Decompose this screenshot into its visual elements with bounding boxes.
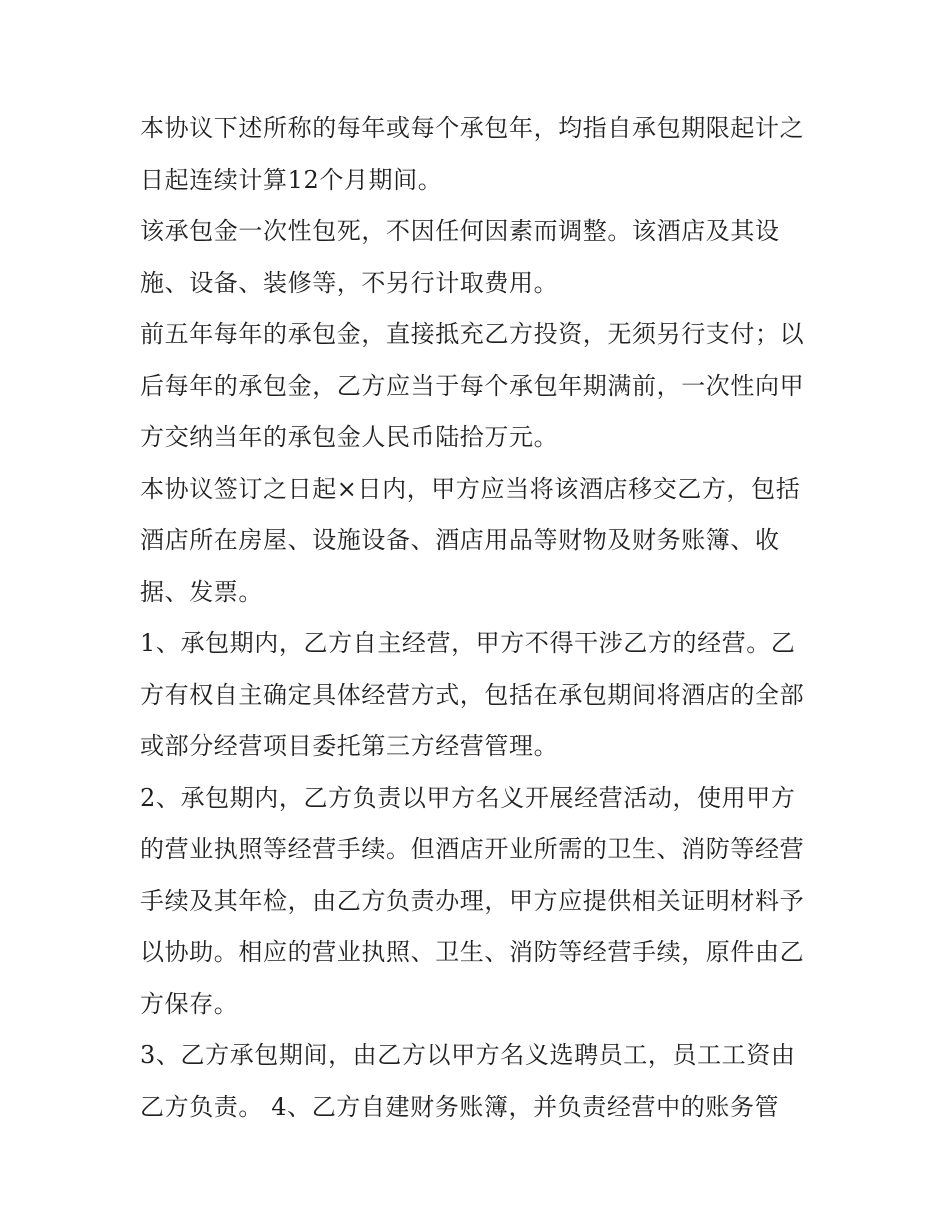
- paragraph-clause-3-4: 3、乙方承包期间，由乙方以甲方名义选聘员工，员工工资由乙方负责。 4、乙方自建财务账簿，并负责经营中的账务管: [140, 1041, 796, 1121]
- paragraph-term-definition: 本协议下述所称的每年或每个承包年，均指自承包期限起计之日起连续计算12个月期间。: [140, 114, 805, 194]
- document-body: [140, 103, 820, 1133]
- paragraph-clause-1: 1、承包期内，乙方自主经营，甲方不得干涉乙方的经营。乙方有权自主确定具体经营方式，包括在承包期间将酒店的全部或部分经营项目委托第三方经营管理。: [140, 629, 805, 760]
- paragraph-payment-terms: 前五年每年的承包金，直接抵充乙方投资，无须另行支付；以后每年的承包金，乙方应当于每个承包年期满前，一次性向甲方交纳当年的承包金人民币陆拾万元。: [140, 320, 805, 451]
- paragraph-fixed-fee: 该承包金一次性包死，不因任何因素而调整。该酒店及其设施、设备、装修等，不另行计取费用。: [140, 217, 780, 297]
- paragraph-handover: 本协议签订之日起×日内，甲方应当将该酒店移交乙方，包括酒店所在房屋、设施设备、酒店用品等财物及财务账簿、收据、发票。: [140, 474, 801, 606]
- paragraph-clause-2: 2、承包期内，乙方负责以甲方名义开展经营活动，使用甲方的营业执照等经营手续。但酒店开业所需的卫生、消防等经营手续及其年检，由乙方负责办理，甲方应提供相关证明材料予以协助。相应的营业执照、卫生、消防等经营手续，原件由乙方保存。: [140, 783, 805, 1018]
